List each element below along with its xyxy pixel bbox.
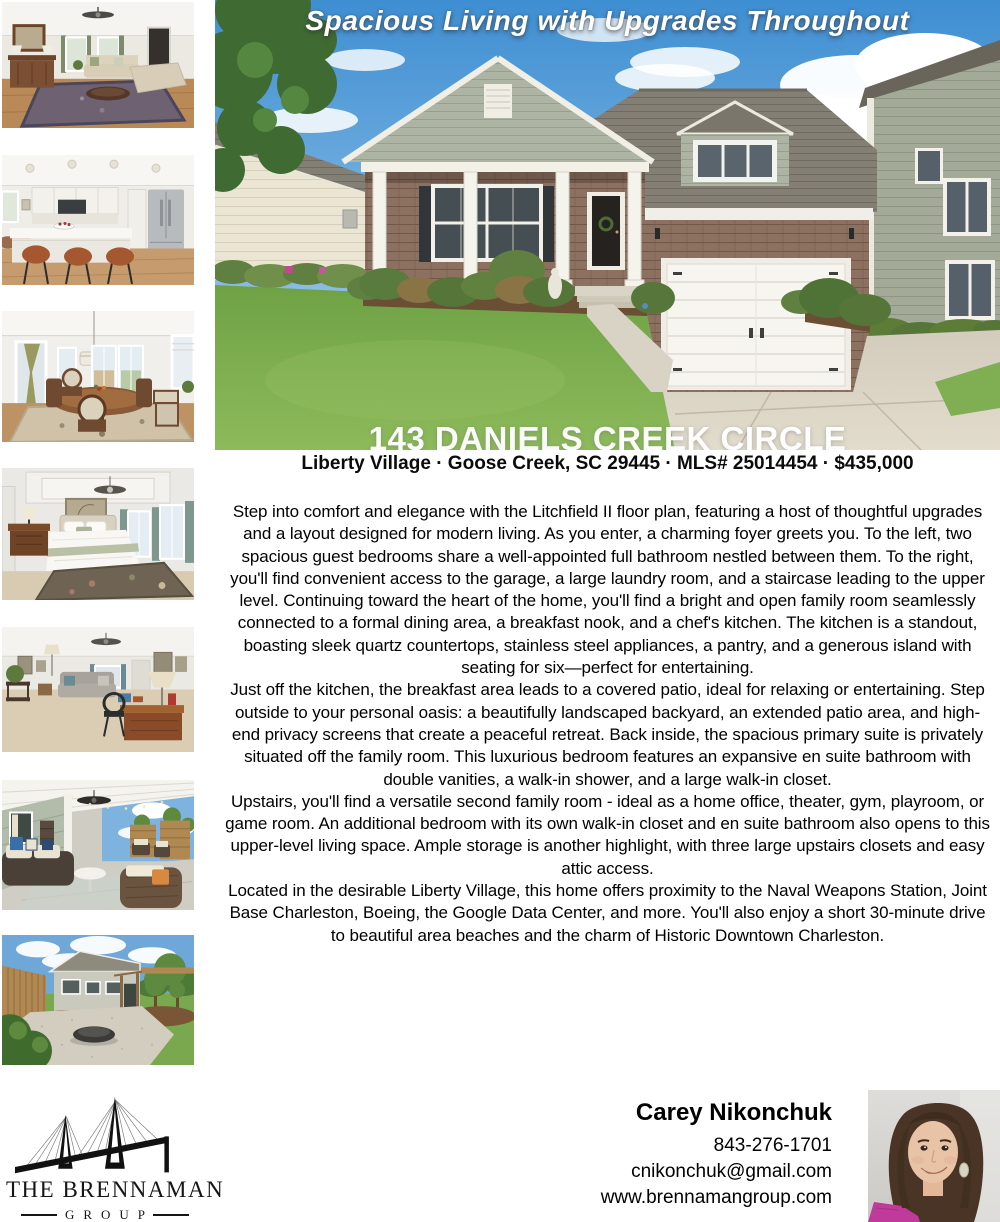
- rule-left: [21, 1214, 57, 1216]
- front-door: [587, 192, 625, 270]
- agent-email: cnikonchuk@gmail.com: [631, 1161, 832, 1182]
- agent-phone: 843-276-1701: [713, 1135, 832, 1156]
- agent-headshot: [868, 1090, 1000, 1222]
- description-paragraph-1: Step into comfort and elegance with the Litchfield II floor plan, featuring a host of thoughtful upgrades and a layout designed for modern living. As you enter, a charming foyer greets you. To the left, two spacious guest bedrooms share a well-appointed full bathroom nestled between them. To the right, you'll find convenient access to the garage, a large laundry room, and a staircase leading to the upper level. Continuing toward the heart of the home, you'll find a bright and open family room seamlessly connected to a formal dining area, a breakfast nook, and a chef's kitchen. The kitchen is a standout, boasting sleek quartz countertops, stainless steel appliances, a pantry, and a generous island with seating for six—perfect for entertaining.: [230, 502, 985, 678]
- thumbnail-photo-backyard: [2, 935, 194, 1065]
- living-room-photo-art: [2, 2, 194, 128]
- family-room-photo-art: [2, 627, 194, 752]
- brokerage-name: THE BRENNAMAN: [6, 1177, 225, 1202]
- bridge-logo-icon: [6, 1086, 204, 1176]
- description-paragraph-4: Located in the desirable Liberty Village, this home offers proximity to the Naval Weapons Station, Joint Base Charleston, Boeing, the Google Data Center, and more. You'll also enjoy a short 30-minute drive to beautiful area beaches and the charm of Historic Downtown Charleston.: [228, 881, 987, 945]
- thumbnail-photo-kitchen: [2, 155, 194, 285]
- thumbnail-photo-dining-area: [2, 311, 194, 442]
- bedroom-photo-art: [2, 468, 194, 600]
- solar-light: [642, 303, 648, 309]
- hero-headline: Spacious Living with Upgrades Throughout: [305, 5, 910, 36]
- coach-light: [655, 228, 660, 239]
- patio-photo-art: [2, 780, 194, 910]
- thumbnail-photo-primary-bedroom: [2, 468, 194, 600]
- hero-address-overlay: 143 DANIELS CREEK CIRCLE: [368, 420, 847, 450]
- brokerage-group-line: [6, 1207, 204, 1222]
- thumbnail-photo-living-room: [2, 2, 194, 128]
- kitchen-photo-art: [2, 155, 194, 285]
- thumbnail-photo-covered-patio: [2, 780, 194, 910]
- rule-right: [153, 1214, 189, 1216]
- thumbnail-photo-upstairs-family-room: [2, 627, 194, 752]
- garden-statue: [548, 273, 562, 299]
- agent-name: Carey Nikonchuk: [635, 1099, 832, 1126]
- description-paragraph-2: Just off the kitchen, the breakfast area leads to a covered patio, ideal for relaxing or entertaining. Step outside to your personal oasis: a beautifully landscaped backyard, an extended patio area, and high-end privacy screens that create a peaceful retreat. Back inside, the spacious primary suite is privately situated off the family room. This luxurious bedroom features an expansive en suite bathroom with double vanities, a walk-in shower, and a large walk-in closet.: [230, 680, 985, 789]
- hero-photo: [215, 0, 1000, 450]
- front-windows: [419, 184, 554, 262]
- agent-headshot-art: [868, 1090, 1000, 1222]
- dining-photo-art: [2, 311, 194, 442]
- brokerage-logo: [6, 1086, 225, 1222]
- hero-photo-art: [215, 0, 1000, 450]
- agent-contact-block: [392, 1099, 832, 1211]
- earring: [960, 1163, 969, 1177]
- listing-description: [222, 501, 993, 947]
- agent-website: www.brennamangroup.com: [600, 1187, 832, 1208]
- description-paragraph-3: Upstairs, you'll find a versatile second family room - ideal as a home office, theater, gym, playroom, or game room. An additional bedroom with its own walk-in closet and en suite bathroom also opens to this upper-level living space. Ample storage is another highlight, with three large upstairs closets and easy attic access.: [225, 791, 990, 878]
- attic-vent: [484, 84, 512, 118]
- listing-subtitle: Liberty Village · Goose Creek, SC 29445 · MLS# 25014454 · $435,000: [301, 453, 914, 474]
- coach-light: [849, 228, 854, 239]
- backyard-photo-art: [2, 935, 194, 1065]
- brokerage-group-word: GROUP: [64, 1207, 155, 1222]
